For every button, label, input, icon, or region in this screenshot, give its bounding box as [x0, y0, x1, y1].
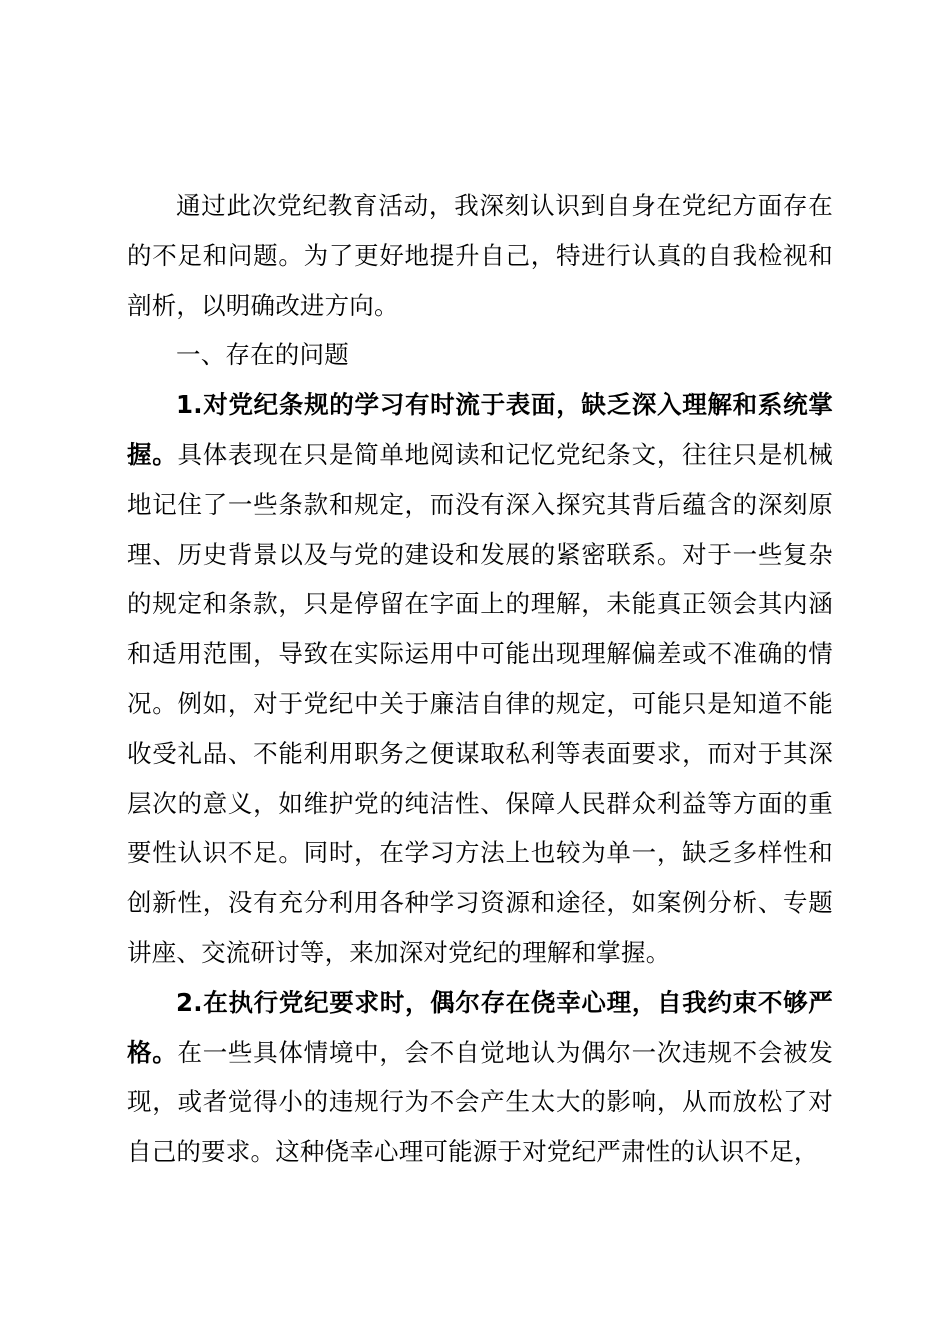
point-2-paragraph: [127, 978, 833, 1177]
document-body: [127, 181, 833, 1177]
point-1-paragraph: [127, 380, 833, 978]
intro-paragraph: 通过此次党纪教育活动，我深刻认识到自身在党纪方面存在的不足和问题。为了更好地提升自己，特进行认真的自我检视和剖析，以明确改进方向。: [127, 191, 833, 320]
point-2-heading: 2.在执行党纪要求时，偶尔存在侥幸心理，自我约束不够严格。: [127, 987, 833, 1067]
point-2-body: 在一些具体情境中，会不自觉地认为偶尔一次违规不会被发现，或者觉得小的违规行为不会产生太大的影响，从而放松了对自己的要求。这种侥幸心理可能源于对党纪严肃性的认识不足，: [127, 1037, 833, 1167]
point-1-heading: 1.对党纪条规的学习有时流于表面，缺乏深入理解和系统掌握。: [127, 390, 833, 469]
point-1-body: 具体表现在只是简单地阅读和记忆党纪条文，往往只是机械地记住了一些条款和规定，而没有深入探究其背后蕴含的深刻原理、历史背景以及与党的建设和发展的紧密联系。对于一些复杂的规定和条款，只是停留在字面上的理解，未能真正领会其内涵和适用范围，导致在实际运用中可能出现理解偏差或不准确的情况。例如，对于党纪中关于廉洁自律的规定，可能只是知道不能收受礼品、不能利用职务之便谋取私利等表面要求，而对于其深层次的意义，如维护党的纯洁性、保障人民群众利益等方面的重要性认识不足。同时，在学习方法上也较为单一，缺乏多样性和创新性，没有充分利用各种学习资源和途径，如案例分析、专题讲座、交流研讨等，来加深对党纪的理解和掌握。: [127, 439, 833, 967]
section-heading: 一、存在的问题: [176, 340, 349, 370]
